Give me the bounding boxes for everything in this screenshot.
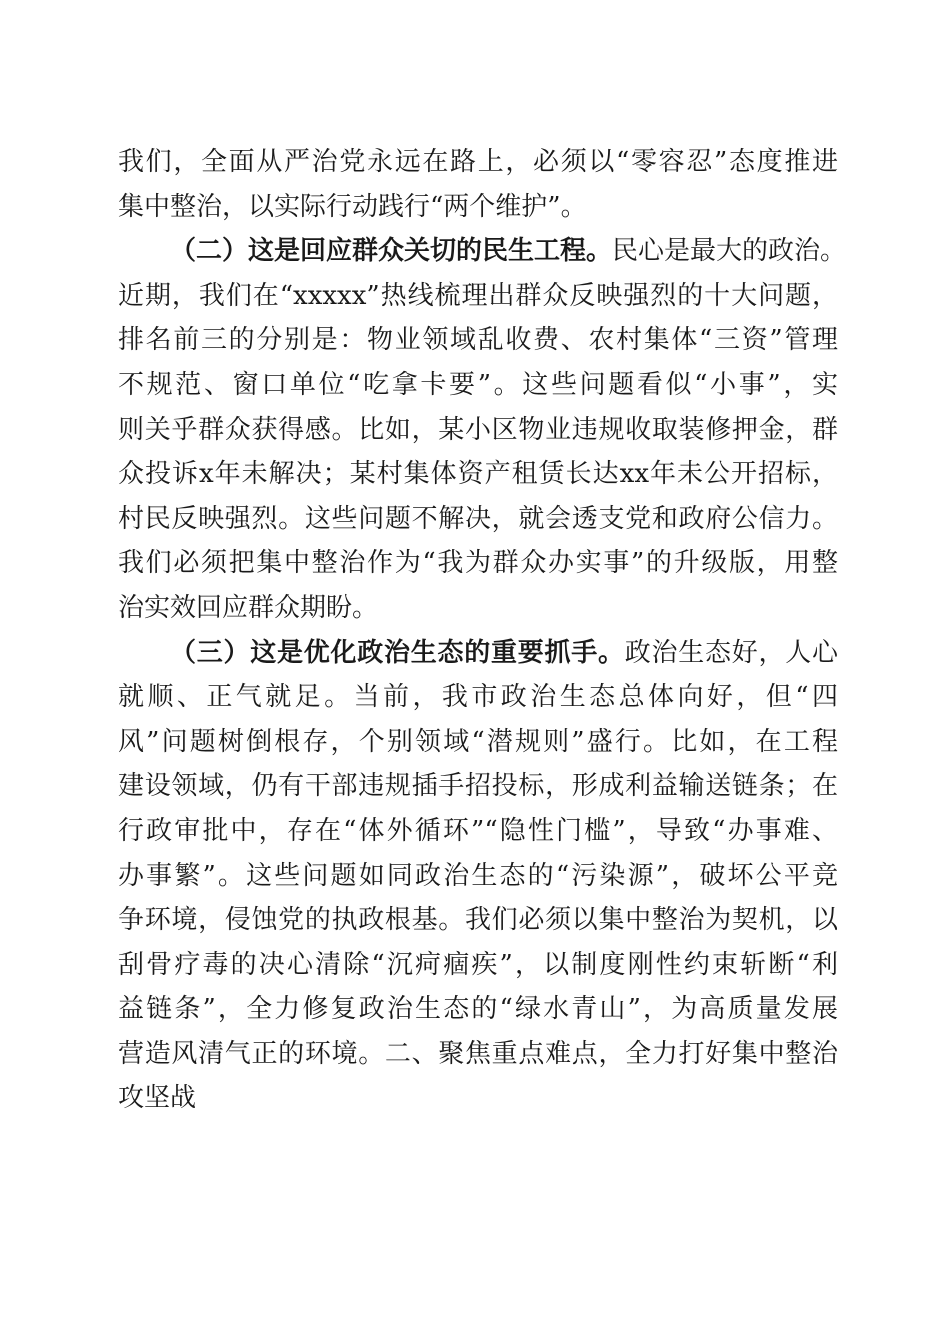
paragraph-2	[118, 229, 847, 630]
text-line	[118, 631, 838, 676]
text-line: 不规范、窗口单位“吃拿卡要”。这些问题看似“小事”，实	[118, 369, 838, 400]
section-heading: （二）这是回应群众关切的民生工程。	[170, 236, 613, 267]
text-line: 攻坚战	[118, 1083, 197, 1114]
text-line: 我们，全面从严治党永远在路上，必须以“零容忍”态度推进	[118, 147, 838, 177]
text-line: 争环境，侵蚀党的执政根基。我们必须以集中整治为契机，以	[118, 905, 838, 936]
text-line: 办事繁”。这些问题如同政治生态的“污染源”，破坏公平竞	[118, 860, 838, 891]
text-line: 就顺、正气就足。当前，我市政治生态总体向好，但“四	[118, 682, 838, 713]
text-line: 营造风清气正的环境。二、聚焦重点难点，全力打好集中整治	[118, 1038, 838, 1069]
text-fragment: 政治生态好，人心	[624, 637, 838, 668]
paragraph-3	[118, 631, 838, 1122]
text-line: 行政审批中，存在“体外循环”“隐性门槛”，导致“办事难、	[118, 815, 838, 846]
text-line: 近期，我们在“xxxxx”热线梳理出群众反映强烈的十大问题，	[118, 280, 838, 311]
text-fragment: 民心是最大的政治。	[612, 236, 847, 267]
text-line: 则关乎群众获得感。比如，某小区物业违规收取装修押金，群	[118, 414, 838, 445]
paragraph-1	[118, 140, 838, 229]
text-line: 我们必须把集中整治作为“我为群众办实事”的升级版，用整	[118, 548, 838, 579]
text-line: 治实效回应群众期盼。	[118, 592, 379, 623]
text-line: 排名前三的分别是：物业领域乱收费、农村集体“三资”管理	[118, 325, 838, 356]
text-line: 集中整治，以实际行动践行“两个维护”。	[118, 191, 587, 222]
text-line	[118, 229, 847, 274]
text-line: 益链条”，全力修复政治生态的“绿水青山”，为高质量发展	[118, 994, 838, 1025]
text-line: 村民反映强烈。这些问题不解决，就会透支党和政府公信力。	[118, 503, 838, 534]
document-body	[118, 140, 847, 1121]
section-heading: （三）这是优化政治生态的重要抓手。	[170, 637, 625, 668]
text-line: 建设领域，仍有干部违规插手招投标，形成利益输送链条；在	[118, 771, 838, 802]
text-line: 众投诉x年未解决；某村集体资产租赁长达xx年未公开招标，	[118, 459, 838, 490]
text-line: 刮骨疗毒的决心清除“沉疴痼疾”，以制度刚性约束斩断“利	[118, 949, 838, 980]
text-line: 风”问题树倒根存，个别领域“潜规则”盛行。比如，在工程	[118, 726, 838, 757]
